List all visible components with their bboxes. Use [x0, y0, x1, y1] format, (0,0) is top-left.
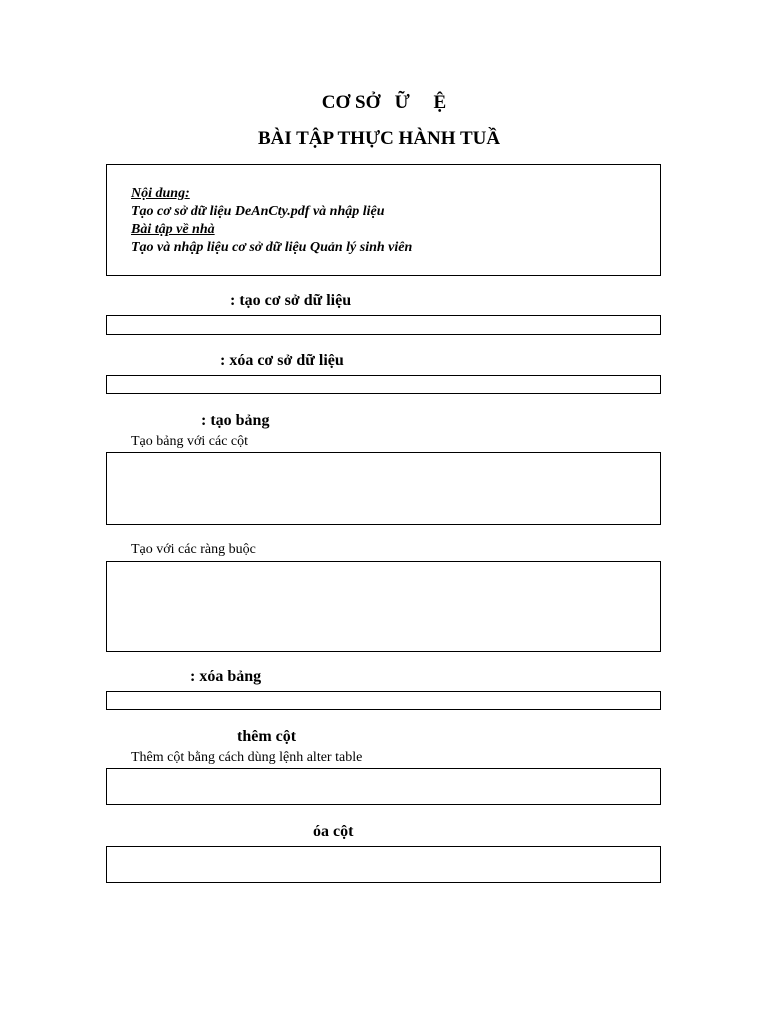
- content-label: Nội dung:: [131, 186, 190, 201]
- homework-label: Bài tập về nhà: [131, 222, 215, 237]
- homework-text: Tạo và nhập liệu cơ sở dữ liệu Quản lý sinh viên: [131, 240, 413, 255]
- add-column-subheading: Thêm cột bằng cách dùng lệnh alter table: [131, 750, 363, 765]
- drop-db-heading: : xóa cơ sở dữ liệu: [220, 352, 344, 369]
- drop-column-heading: óa cột: [313, 823, 354, 840]
- document-subtitle: BÀI TẬP THỰC HÀNH TUẦ: [257, 128, 501, 149]
- create-table-box: [106, 452, 661, 525]
- content-text: Tạo cơ sở dữ liệu DeAnCty.pdf và nhập liệu: [131, 204, 385, 219]
- drop-table-heading: : xóa bảng: [190, 668, 262, 685]
- document-title: CƠ SỞ Ữ Ệ: [321, 92, 447, 113]
- create-db-box: [106, 315, 661, 335]
- drop-column-box: [106, 846, 661, 883]
- create-db-heading: : tạo cơ sở dữ liệu: [230, 292, 352, 309]
- add-column-heading: thêm cột: [237, 728, 297, 745]
- create-table-subheading: Tạo bảng với các cột: [131, 434, 249, 449]
- create-table-heading: : tạo bảng: [201, 412, 270, 429]
- drop-table-box: [106, 691, 661, 710]
- content-box: [106, 164, 661, 276]
- create-constraints-subheading: Tạo với các ràng buộc: [131, 542, 256, 557]
- create-constraints-box: [106, 561, 661, 652]
- drop-db-box: [106, 375, 661, 394]
- add-column-box: [106, 768, 661, 805]
